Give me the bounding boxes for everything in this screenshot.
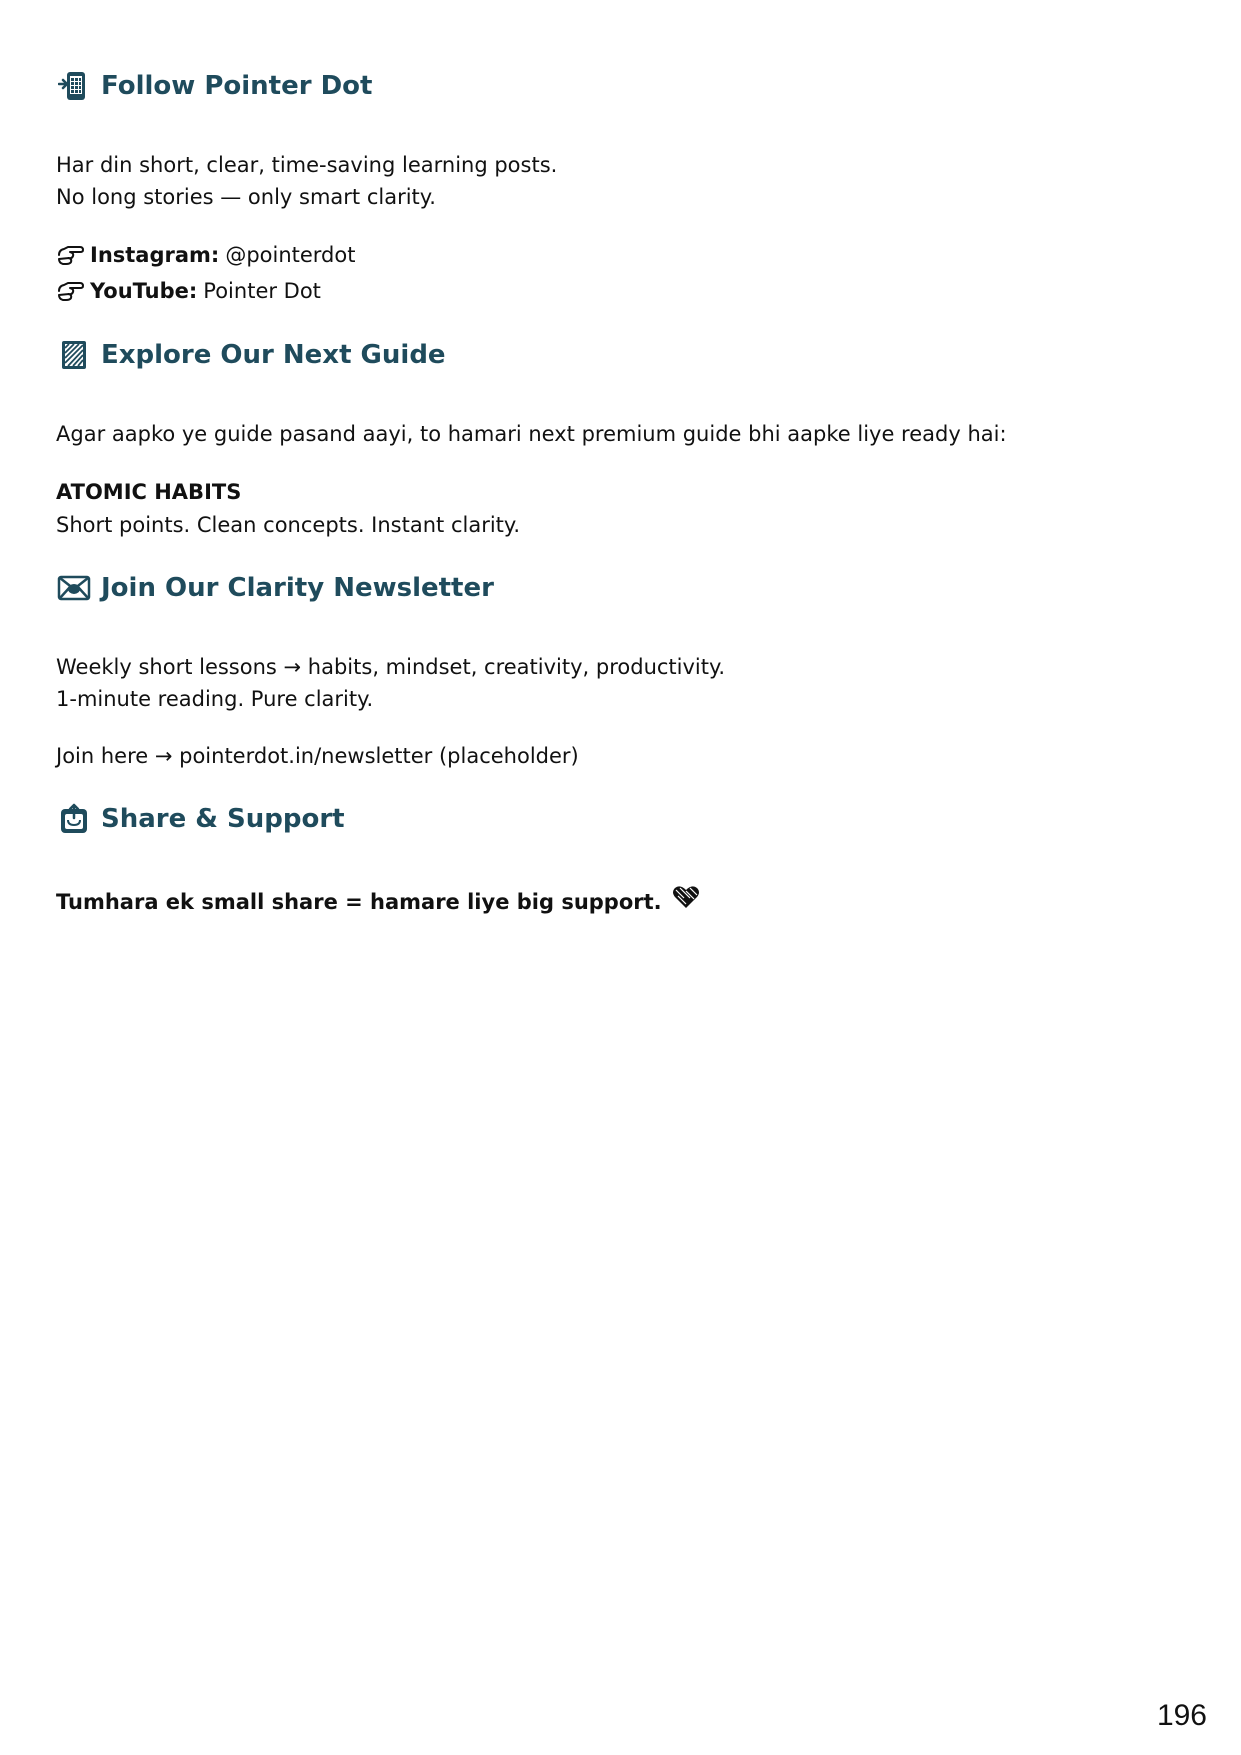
share-message-row <box>56 884 700 919</box>
instagram-row <box>56 243 355 267</box>
notebook-icon <box>57 338 91 372</box>
page-number: 196 <box>1156 1699 1207 1732</box>
guide-title: ATOMIC HABITS <box>56 480 242 504</box>
guide-tagline: Short points. Clean concepts. Instant clarity. <box>56 513 520 537</box>
instagram-label: Instagram: <box>90 243 220 267</box>
newsletter-heading-title: Join Our Clarity Newsletter <box>101 573 494 603</box>
pointing-hand-icon <box>56 243 84 267</box>
envelope-icon <box>57 571 91 605</box>
youtube-label: YouTube: <box>90 279 198 303</box>
share-message: Tumhara ek small share = hamare liye big support. <box>56 889 662 914</box>
follow-heading <box>57 69 372 103</box>
follow-line-2: No long stories — only smart clarity. <box>56 185 436 209</box>
instagram-handle[interactable]: @pointerdot <box>225 243 356 267</box>
explore-heading-title: Explore Our Next Guide <box>101 340 446 370</box>
youtube-row <box>56 279 321 303</box>
heart-icon <box>672 884 700 919</box>
follow-heading-title: Follow Pointer Dot <box>101 71 373 101</box>
share-heading <box>57 802 345 836</box>
pointing-hand-icon <box>56 279 84 303</box>
newsletter-line-1: Weekly short lessons → habits, mindset, creativity, productivity. <box>56 655 726 679</box>
newsletter-heading <box>57 571 494 605</box>
explore-heading <box>57 338 446 372</box>
newsletter-join-link[interactable]: Join here → pointerdot.in/newsletter (placeholder) <box>56 744 579 768</box>
explore-intro: Agar aapko ye guide pasand aayi, to hamari next premium guide bhi aapke liye ready hai: <box>56 422 1007 446</box>
follow-line-1: Har din short, clear, time-saving learning posts. <box>56 153 558 177</box>
mobile-phone-arrow-icon <box>57 69 91 103</box>
share-box-icon <box>57 802 91 836</box>
share-heading-title: Share & Support <box>101 804 345 834</box>
youtube-channel[interactable]: Pointer Dot <box>203 279 321 303</box>
newsletter-line-2: 1-minute reading. Pure clarity. <box>56 687 374 711</box>
